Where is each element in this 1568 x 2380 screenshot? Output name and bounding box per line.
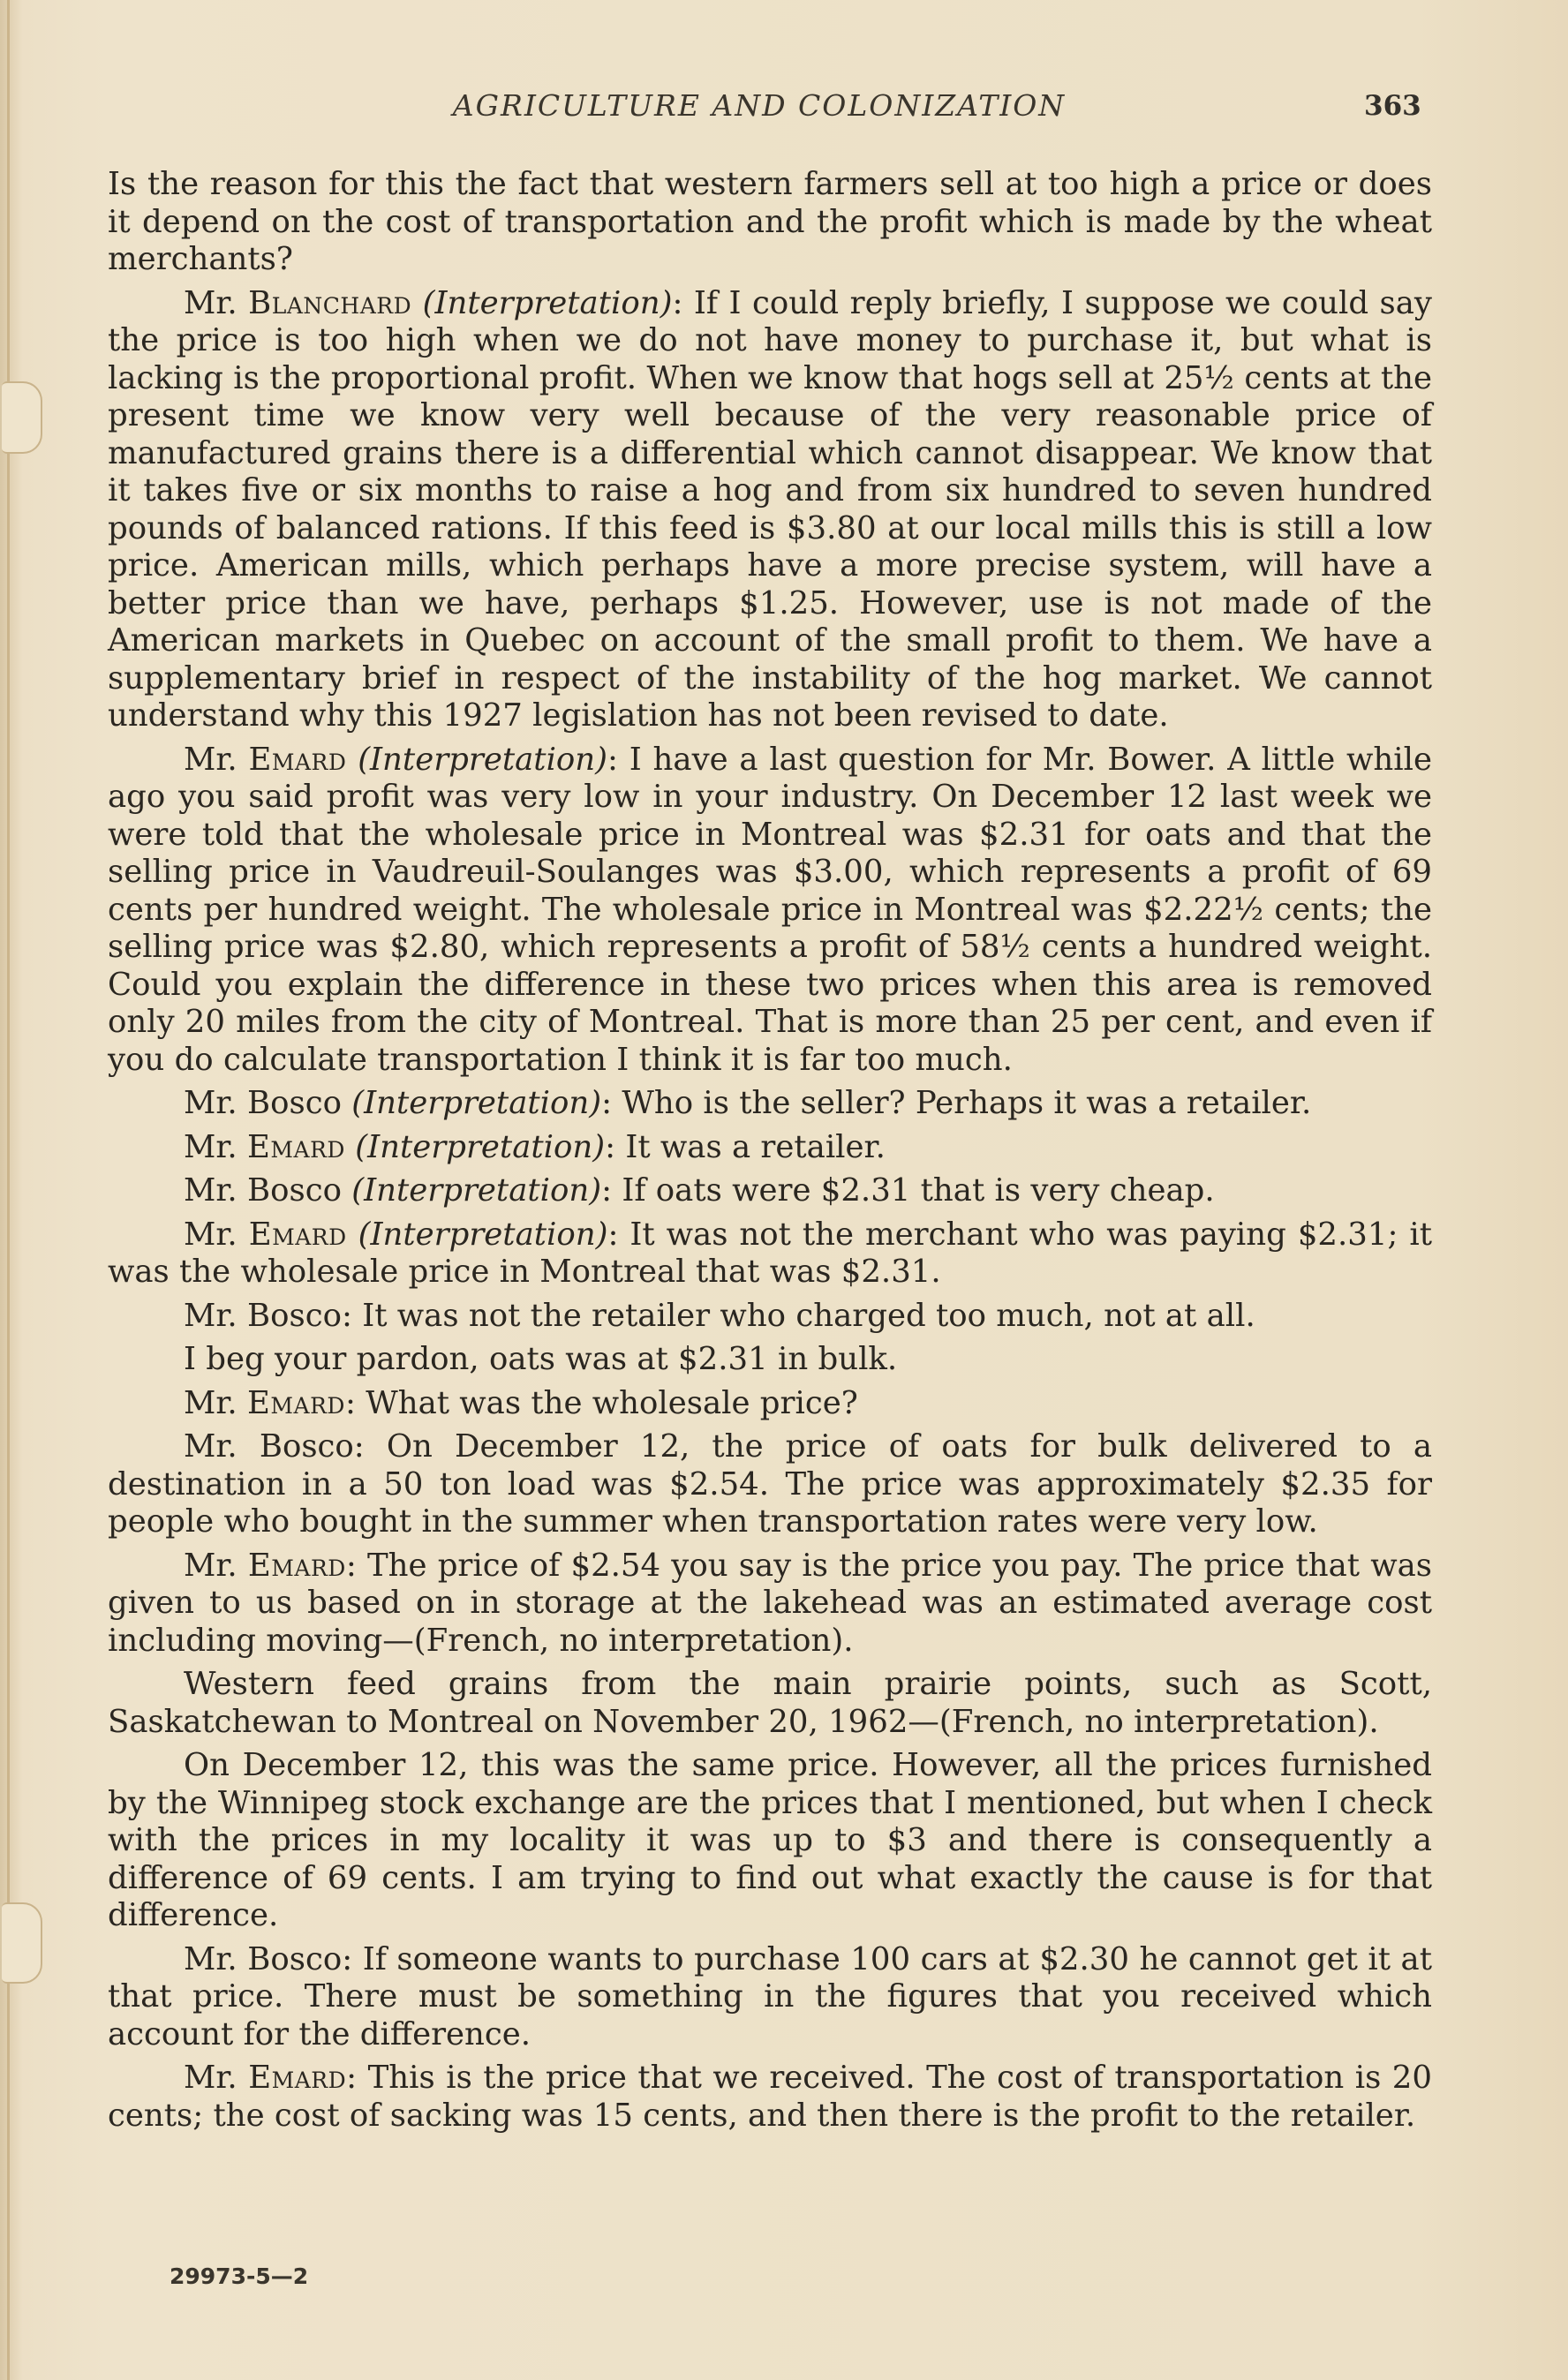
paragraph: [108, 285, 1432, 735]
speaker-title: Mr.: [184, 1128, 237, 1165]
speaker-title: Mr.: [184, 1172, 237, 1209]
speaker-title: Mr.: [184, 1085, 237, 1121]
speaker-name: Bosco: [247, 1297, 342, 1334]
paragraph: [108, 2060, 1432, 2135]
paragraph-text: It was not the merchant who was paying $2.31; it was the wholesale price in Montreal that was $2.31.: [108, 1216, 1432, 1290]
paragraph: [108, 742, 1432, 1080]
paragraph: [108, 1172, 1432, 1210]
speaker-title: Mr.: [184, 1297, 237, 1334]
paragraph: [108, 1428, 1432, 1541]
speaker-title: Mr.: [184, 1216, 237, 1253]
interpretation-note: (Interpretation): [355, 1128, 606, 1165]
speaker-name: Bosco: [247, 1085, 342, 1121]
paragraph-text: I have a last question for Mr. Bower. A little while ago you said profit was very low in your industry. On December 12 last week we were told that the wholesale price in Montreal was $2.31 for oats and that the selling price in Vaudreuil-Soulanges was $3.00, which represents a profit of 69 cents per hundred weight. The wholesale price in Montreal was $2.22½ cents; the selling price was $2.80, which represents a profit of 58½ cents a hundred weight. Could you explain the difference in these two prices when this area is removed only 20 miles from the city of Montreal. That is more than 25 per cent, and even if you do calculate transportation I think it is far too much.: [108, 741, 1432, 1078]
speaker-title: Mr.: [184, 1940, 237, 1977]
speaker-separator: :: [672, 284, 683, 321]
speaker-title: Mr.: [184, 741, 237, 778]
speaker-name: Emard: [247, 1128, 345, 1165]
speaker-name: Emard: [248, 2060, 347, 2096]
speaker-name: Bosco: [259, 1428, 354, 1465]
speaker-separator: :: [341, 1297, 352, 1334]
speaker-name: Bosco: [247, 1940, 343, 1977]
speaker-title: Mr.: [184, 1428, 237, 1465]
interpretation-note: (Interpretation): [351, 1085, 602, 1121]
speaker-separator: :: [605, 1128, 616, 1165]
paragraph-text: If I could reply briefly, I suppose we could say the price is too high when we do not have money to purchase it, but what is lacking is the proportional profit. When we know that hogs sell at 25½ cents at the present time we know very well because of the very reasonable price of manufactured grains there is a differential which cannot disappear. We know that it takes five or six months to raise a hog and from six hundred to seven hundred pounds of balanced rations. If this feed is $3.80 at our local mills this is still a low price. American mills, which perhaps have a more precise system, will have a better price than we have, perhaps $1.25. However, use is not made of the American markets in Quebec on account of the small profit to them. We have a supplementary brief in respect of the instability of the hog market. We cannot understand why this 1927 legislation has not been revised to date.: [108, 284, 1432, 734]
paragraph-text: This is the price that we received. The cost of transportation is 20 cents; the cost of sacking was 15 cents, and then there is the profit to the retailer.: [108, 2060, 1432, 2134]
interpretation-note: (Interpretation): [351, 1172, 602, 1209]
speaker-separator: :: [607, 1216, 619, 1253]
paragraph-text: It was a retailer.: [625, 1128, 886, 1165]
speaker-name: Emard: [247, 1384, 345, 1421]
printer-code: 29973-5—2: [170, 2263, 309, 2289]
paragraph-text: On December 12, this was the same price. However, all the prices furnished by the Winnipeg stock exchange are the prices that I mentioned, but when I check with the prices in my locality it was up to $3 and there is consequently a difference of 69 cents. I am trying to find out what exactly the cause is for that difference.: [108, 1747, 1432, 1933]
paragraph: [108, 1341, 1432, 1379]
page-binding-edge: [7, 0, 10, 2380]
speaker-separator: :: [346, 2060, 358, 2096]
speaker-title: Mr.: [184, 1384, 237, 1421]
transcript-body: [108, 166, 1432, 2141]
speaker-title: Mr.: [184, 2060, 237, 2096]
interpretation-note: (Interpretation): [358, 1216, 608, 1253]
interpretation-note: (Interpretation): [358, 741, 608, 778]
paragraph-text: It was not the retailer who charged too much, not at all.: [362, 1297, 1255, 1334]
paragraph: [108, 1941, 1432, 2054]
page-tab-upper: [2, 381, 42, 454]
speaker-name: Emard: [247, 1547, 346, 1584]
speaker-name: Blanchard: [248, 284, 412, 321]
paragraph: [108, 1747, 1432, 1935]
paragraph-text: What was the wholesale price?: [366, 1384, 858, 1421]
page-tab-lower: [2, 1902, 42, 1984]
speaker-separator: :: [342, 1940, 353, 1977]
running-title: AGRICULTURE AND COLONIZATION: [452, 88, 1067, 123]
speaker-separator: :: [601, 1085, 613, 1121]
paragraph-text: The price of $2.54 you say is the price you pay. The price that was given to us based on in storage at the lakehead was an estimated average cost including moving—(French, no interpretation).: [108, 1547, 1432, 1659]
speaker-name: Emard: [248, 741, 347, 778]
interpretation-note: (Interpretation): [422, 284, 673, 321]
speaker-separator: :: [607, 741, 618, 778]
paragraph: [108, 1298, 1432, 1336]
speaker-separator: :: [601, 1172, 613, 1209]
paragraph-text: If oats were $2.31 that is very cheap.: [622, 1172, 1215, 1209]
paragraph: [108, 166, 1432, 279]
paragraph-text: On December 12, the price of oats for bulk delivered to a destination in a 50 ton load was $2.54. The price was approximately $2.35 for people who bought in the summer when transportation rates were very low.: [108, 1428, 1433, 1540]
paragraph: [108, 1666, 1432, 1741]
page-number: 363: [1364, 90, 1421, 122]
speaker-name: Emard: [248, 1216, 347, 1253]
paragraph: [108, 1548, 1432, 1661]
speaker-separator: :: [344, 1384, 356, 1421]
speaker-title: Mr.: [184, 284, 237, 321]
speaker-name: Bosco: [247, 1172, 342, 1209]
speaker-title: Mr.: [184, 1547, 237, 1584]
paragraph-text: Is the reason for this the fact that western farmers sell at too high a price or does it depend on the cost of transportation and the profit which is made by the wheat merchants?: [108, 166, 1432, 277]
paragraph: [108, 1129, 1432, 1167]
paragraph-text: If someone wants to purchase 100 cars at $2.30 he cannot get it at that price. There must be something in the figures that you received which account for the difference.: [108, 1940, 1432, 2052]
paragraph-text: Who is the seller? Perhaps it was a retailer.: [622, 1085, 1312, 1121]
paragraph-text: Western feed grains from the main prairie points, such as Scott, Saskatchewan to Montreal on November 20, 1962—(French, no interpretation).: [108, 1666, 1432, 1740]
paragraph-text: I beg your pardon, oats was at $2.31 in bulk.: [184, 1341, 898, 1377]
paragraph: [108, 1385, 1432, 1423]
paragraph: [108, 1216, 1432, 1292]
speaker-separator: :: [345, 1547, 357, 1584]
speaker-separator: :: [353, 1428, 365, 1465]
paragraph: [108, 1085, 1432, 1123]
